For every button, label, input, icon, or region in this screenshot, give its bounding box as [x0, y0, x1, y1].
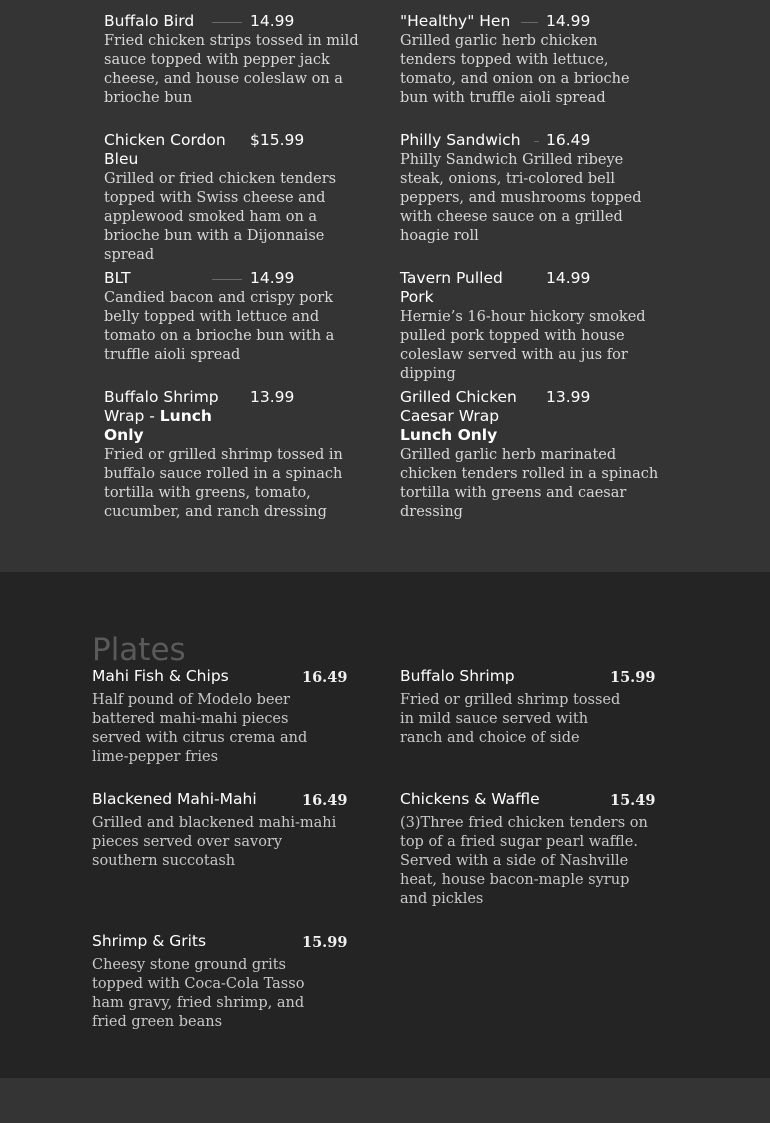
menu-item	[92, 667, 348, 767]
item-description: Fried chicken strips tossed in mild sauce topped with pepper jack cheese, and house coleslaw on a brioche bun	[104, 33, 359, 106]
item-description: Philly Sandwich Grilled ribeye steak, onions, tri-colored bell peppers, and mushrooms topped with cheese sauce on a grilled hoagie roll	[400, 152, 642, 244]
item-name: Tavern Pulled Pork	[400, 269, 503, 306]
menu-item	[104, 131, 370, 263]
item-price: 15.99	[610, 669, 656, 686]
name-price-divider	[521, 22, 538, 23]
item-price: 16.49	[302, 669, 348, 686]
item-description: Grilled garlic herb chicken tenders topped with lettuce, tomato, and onion on a brioche bun with truffle aioli spread	[400, 33, 630, 106]
item-name-text: Buffalo Shrimp Wrap -	[104, 388, 219, 425]
menu-item	[92, 932, 348, 1030]
name-price-divider	[212, 279, 242, 280]
menu-item	[400, 790, 656, 910]
item-name: BLT	[104, 269, 131, 287]
next-section-background	[0, 1078, 770, 1123]
item-price: 13.99	[546, 388, 591, 406]
item-description: Grilled and blackened mahi-mahi pieces served over savory southern succotash	[92, 815, 337, 869]
item-price: 15.99	[302, 934, 348, 951]
item-name: Buffalo Bird	[104, 12, 195, 30]
plates-heading: Plates	[92, 632, 186, 668]
menu-item	[92, 790, 348, 870]
item-price: 16.49	[302, 792, 348, 809]
name-price-divider	[212, 22, 242, 23]
item-name: "Healthy" Hen	[400, 12, 511, 30]
menu-item	[400, 269, 666, 382]
item-price: $15.99	[250, 131, 305, 149]
item-name: Blackened Mahi-Mahi	[92, 790, 257, 808]
menu-item	[104, 269, 370, 363]
item-price: 15.49	[610, 792, 656, 809]
item-name: Buffalo Shrimp	[400, 667, 515, 685]
item-price: 13.99	[250, 388, 295, 406]
item-name: Chickens & Waffle	[400, 790, 540, 808]
lunch-only-note: Lunch Only	[104, 407, 212, 444]
menu-item	[400, 667, 656, 747]
name-price-divider	[534, 141, 539, 142]
menu-item	[400, 12, 666, 112]
item-description: Fried or grilled shrimp tossed in buffalo sauce rolled in a spinach tortilla with greens, tomato, cucumber, and ranch dressing	[104, 447, 343, 520]
item-name	[104, 388, 240, 445]
item-description: (3)Three fried chicken tenders on top of a fried sugar pearl waffle. Served with a side of Nashville heat, house bacon-maple syrup and pickles	[400, 815, 648, 907]
lunch-only-note: Lunch Only	[400, 426, 498, 444]
item-price: 14.99	[546, 269, 591, 287]
item-name-text: Grilled Chicken Caesar Wrap	[400, 388, 517, 425]
item-description: Hernie’s 16-hour hickory smoked pulled pork topped with house coleslaw served with au jus for dipping	[400, 309, 646, 382]
item-description: Candied bacon and crispy pork belly topped with lettuce and tomato on a brioche bun with a truffle aioli spread	[104, 290, 335, 363]
item-description: Half pound of Modelo beer battered mahi-mahi pieces served with citrus crema and lime-pepper fries	[92, 692, 308, 765]
item-name	[400, 388, 536, 445]
menu-item	[400, 388, 666, 520]
item-description: Grilled garlic herb marinated chicken tenders rolled in a spinach tortilla with greens and caesar dressing	[400, 447, 659, 520]
menu-item	[104, 12, 370, 112]
item-name: Mahi Fish & Chips	[92, 667, 229, 685]
menu-item	[104, 388, 370, 528]
item-price: 14.99	[546, 12, 591, 30]
item-name: Shrimp & Grits	[92, 932, 207, 950]
item-description: Cheesy stone ground grits topped with Coca-Cola Tasso ham gravy, fried shrimp, and fried green beans	[92, 957, 305, 1030]
item-name: Chicken Cordon Bleu	[104, 131, 226, 168]
item-description: Fried or grilled shrimp tossed in mild sauce served with ranch and choice of side	[400, 692, 621, 746]
item-price: 14.99	[250, 12, 295, 30]
item-price: 16.49	[546, 131, 591, 149]
item-name: Philly Sandwich	[400, 131, 521, 149]
item-price: 14.99	[250, 269, 295, 287]
item-description: Grilled or fried chicken tenders topped with Swiss cheese and applewood smoked ham on a brioche bun with a Dijonnaise spread	[104, 171, 337, 263]
menu-item	[400, 131, 666, 244]
